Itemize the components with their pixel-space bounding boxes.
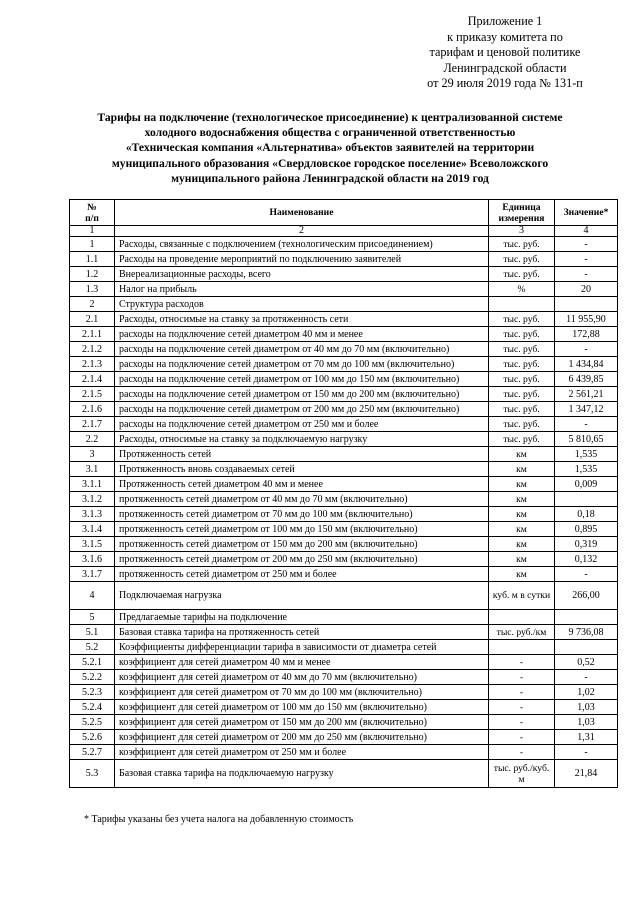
table-row: [70, 655, 618, 670]
appendix-block: [405, 14, 605, 92]
row-num-cell: 3.1.3: [70, 507, 115, 522]
tariff-table: [69, 199, 618, 788]
document-title: [60, 110, 600, 186]
row-num-cell: 1.2: [70, 267, 115, 282]
row-num-cell: 2.1.7: [70, 417, 115, 432]
row-num-cell: 2.1.5: [70, 387, 115, 402]
row-unit-cell: [489, 610, 555, 625]
row-name-cell: Внереализационные расходы, всего: [115, 267, 489, 282]
row-num-cell: 5.2: [70, 640, 115, 655]
row-unit-cell: -: [489, 670, 555, 685]
row-unit-cell: тыс. руб.: [489, 237, 555, 252]
row-name-cell: Коэффициенты дифференциации тарифа в зависимости от диаметра сетей: [115, 640, 489, 655]
table-row: [70, 625, 618, 640]
row-name-cell: расходы на подключение сетей диаметром от 100 мм до 150 мм (включительно): [115, 372, 489, 387]
row-unit-cell: куб. м в сутки: [489, 582, 555, 610]
header-num-line1: №: [87, 201, 97, 213]
row-value-cell: 0,132: [555, 552, 618, 567]
row-name-cell: Расходы, связанные с подключением (технологическим присоединением): [115, 237, 489, 252]
header-name: Наименование: [115, 200, 489, 226]
row-name-cell: Базовая ставка тарифа на подключаемую нагрузку: [115, 760, 489, 788]
table-row: [70, 237, 618, 252]
row-unit-cell: тыс. руб./км: [489, 625, 555, 640]
row-value-cell: 172,88: [555, 327, 618, 342]
appendix-line: тарифам и ценовой политике: [429, 45, 581, 59]
row-unit-cell: [489, 297, 555, 312]
table-row: [70, 477, 618, 492]
row-name-cell: Расходы, относимые на ставку за подключаемую нагрузку: [115, 432, 489, 447]
row-name-cell: коэффициент для сетей диаметром от 40 мм до 70 мм (включительно): [115, 670, 489, 685]
table-row: [70, 552, 618, 567]
row-name-cell: Протяженность сетей: [115, 447, 489, 462]
row-value-cell: 11 955,90: [555, 312, 618, 327]
row-unit-cell: тыс. руб.: [489, 342, 555, 357]
row-num-cell: 3.1.7: [70, 567, 115, 582]
appendix-line: от 29 июля 2019 года № 131-п: [427, 76, 583, 90]
row-num-cell: 3.1.5: [70, 537, 115, 552]
row-unit-cell: тыс. руб./куб. м: [489, 760, 555, 788]
row-value-cell: 1,535: [555, 447, 618, 462]
table-header-row: [70, 200, 618, 226]
row-unit-cell: тыс. руб.: [489, 417, 555, 432]
row-name-cell: Базовая ставка тарифа на протяженность сетей: [115, 625, 489, 640]
row-value-cell: 2 561,21: [555, 387, 618, 402]
row-value-cell: 1,03: [555, 700, 618, 715]
row-unit-cell: тыс. руб.: [489, 327, 555, 342]
table-row: [70, 670, 618, 685]
row-name-cell: протяженность сетей диаметром от 150 мм до 200 мм (включительно): [115, 537, 489, 552]
appendix-line: Ленинградской области: [443, 60, 567, 75]
row-value-cell: 1,03: [555, 715, 618, 730]
row-unit-cell: км: [489, 447, 555, 462]
row-value-cell: [555, 297, 618, 312]
row-num-cell: 2.2: [70, 432, 115, 447]
row-value-cell: 0,319: [555, 537, 618, 552]
title-line: Тарифы на подключение (технологическое присоединение) к централизованной системе: [97, 111, 563, 124]
row-num-cell: 5.2.1: [70, 655, 115, 670]
row-value-cell: -: [555, 670, 618, 685]
row-value-cell: 1,31: [555, 730, 618, 745]
row-value-cell: 0,895: [555, 522, 618, 537]
header-num: [70, 200, 115, 226]
row-value-cell: 20: [555, 282, 618, 297]
row-name-cell: коэффициент для сетей диаметром от 250 мм и более: [115, 745, 489, 760]
row-unit-cell: %: [489, 282, 555, 297]
row-value-cell: 1 434,84: [555, 357, 618, 372]
row-name-cell: коэффициент для сетей диаметром от 200 мм до 250 мм (включительно): [115, 730, 489, 745]
row-num-cell: 1.3: [70, 282, 115, 297]
row-unit-cell: тыс. руб.: [489, 372, 555, 387]
appendix-line: Приложение 1: [467, 14, 543, 28]
row-num-cell: 5: [70, 610, 115, 625]
row-unit-cell: -: [489, 700, 555, 715]
row-name-cell: расходы на подключение сетей диаметром от 40 мм до 70 мм (включительно): [115, 342, 489, 357]
row-num-cell: 3.1: [70, 462, 115, 477]
row-num-cell: 5.2.6: [70, 730, 115, 745]
row-name-cell: расходы на подключение сетей диаметром от 200 мм до 250 мм (включительно): [115, 402, 489, 417]
row-name-cell: Расходы, относимые на ставку за протяженность сети: [115, 312, 489, 327]
row-unit-cell: тыс. руб.: [489, 387, 555, 402]
row-value-cell: -: [555, 342, 618, 357]
row-value-cell: [555, 492, 618, 507]
row-name-cell: коэффициент для сетей диаметром от 100 мм до 150 мм (включительно): [115, 700, 489, 715]
row-num-cell: 3: [70, 447, 115, 462]
row-name-cell: Расходы на проведение мероприятий по подключению заявителей: [115, 252, 489, 267]
row-num-cell: 1.1: [70, 252, 115, 267]
row-num-cell: 1: [70, 237, 115, 252]
row-value-cell: 1,02: [555, 685, 618, 700]
row-name-cell: Структура расходов: [115, 297, 489, 312]
row-name-cell: Предлагаемые тарифы на подключение: [115, 610, 489, 625]
row-unit-cell: тыс. руб.: [489, 312, 555, 327]
header-unit-line1: Единица: [502, 201, 541, 213]
row-unit-cell: км: [489, 507, 555, 522]
row-num-cell: 4: [70, 582, 115, 610]
row-unit-cell: [489, 640, 555, 655]
table-row: [70, 387, 618, 402]
table-row: [70, 372, 618, 387]
row-name-cell: Протяженность вновь создаваемых сетей: [115, 462, 489, 477]
row-unit-cell: тыс. руб.: [489, 252, 555, 267]
table-row: [70, 567, 618, 582]
table-row: [70, 312, 618, 327]
table-row: [70, 327, 618, 342]
row-name-cell: коэффициент для сетей диаметром от 70 мм до 100 мм (включительно): [115, 685, 489, 700]
row-value-cell: -: [555, 267, 618, 282]
table-row: [70, 610, 618, 625]
row-unit-cell: тыс. руб.: [489, 267, 555, 282]
row-value-cell: -: [555, 417, 618, 432]
row-num-cell: 2.1.4: [70, 372, 115, 387]
row-num-cell: 5.2.5: [70, 715, 115, 730]
row-value-cell: 0,52: [555, 655, 618, 670]
table-row: [70, 760, 618, 788]
row-unit-cell: км: [489, 552, 555, 567]
row-num-cell: 2.1: [70, 312, 115, 327]
row-name-cell: коэффициент для сетей диаметром от 150 мм до 200 мм (включительно): [115, 715, 489, 730]
row-unit-cell: км: [489, 477, 555, 492]
row-name-cell: протяженность сетей диаметром от 40 мм до 70 мм (включительно): [115, 492, 489, 507]
row-name-cell: коэффициент для сетей диаметром 40 мм и менее: [115, 655, 489, 670]
row-num-cell: 2.1.3: [70, 357, 115, 372]
table-row: [70, 745, 618, 760]
row-name-cell: Налог на прибыль: [115, 282, 489, 297]
row-value-cell: 0,009: [555, 477, 618, 492]
table-row: [70, 730, 618, 745]
row-num-cell: 2.1.2: [70, 342, 115, 357]
row-unit-cell: -: [489, 715, 555, 730]
header-value: Значение*: [555, 200, 618, 226]
table-row: [70, 447, 618, 462]
row-num-cell: 2: [70, 297, 115, 312]
index-cell: 2: [115, 226, 489, 237]
table-row: [70, 537, 618, 552]
row-num-cell: 3.1.6: [70, 552, 115, 567]
row-name-cell: расходы на подключение сетей диаметром от 70 мм до 100 мм (включительно): [115, 357, 489, 372]
index-cell: 4: [555, 226, 618, 237]
row-value-cell: 1 347,12: [555, 402, 618, 417]
table-row: [70, 700, 618, 715]
row-unit-cell: -: [489, 655, 555, 670]
row-num-cell: 2.1.6: [70, 402, 115, 417]
title-line: муниципального района Ленинградской области на 2019 год: [171, 171, 489, 185]
header-num-line2: п/п: [85, 212, 99, 224]
table-row: [70, 252, 618, 267]
row-unit-cell: тыс. руб.: [489, 357, 555, 372]
row-unit-cell: км: [489, 462, 555, 477]
table-row: [70, 685, 618, 700]
row-num-cell: 3.1.2: [70, 492, 115, 507]
table-row: [70, 357, 618, 372]
row-num-cell: 3.1.4: [70, 522, 115, 537]
title-line: «Техническая компания «Альтернатива» объектов заявителей на территории: [125, 141, 535, 155]
table-row: [70, 522, 618, 537]
title-line: холодного водоснабжения общества с ограниченной ответственностью: [144, 126, 516, 140]
row-num-cell: 5.2.7: [70, 745, 115, 760]
row-value-cell: 0,18: [555, 507, 618, 522]
row-num-cell: 5.1: [70, 625, 115, 640]
row-unit-cell: -: [489, 745, 555, 760]
row-unit-cell: км: [489, 492, 555, 507]
title-line: муниципального образования «Свердловское городское поселение» Всеволожского: [111, 156, 549, 170]
table-row: [70, 582, 618, 610]
row-value-cell: 266,00: [555, 582, 618, 610]
row-unit-cell: тыс. руб.: [489, 432, 555, 447]
row-value-cell: [555, 640, 618, 655]
row-name-cell: Подключаемая нагрузка: [115, 582, 489, 610]
table-row: [70, 492, 618, 507]
row-value-cell: -: [555, 252, 618, 267]
row-unit-cell: км: [489, 567, 555, 582]
row-value-cell: -: [555, 745, 618, 760]
table-row: [70, 507, 618, 522]
row-num-cell: 2.1.1: [70, 327, 115, 342]
row-unit-cell: -: [489, 685, 555, 700]
row-name-cell: расходы на подключение сетей диаметром от 250 мм и более: [115, 417, 489, 432]
header-unit-line2: измерения: [498, 212, 545, 224]
row-unit-cell: км: [489, 537, 555, 552]
row-name-cell: расходы на подключение сетей диаметром 40 мм и менее: [115, 327, 489, 342]
footnote: * Тарифы указаны без учета налога на добавленную стоимость: [84, 814, 354, 825]
row-name-cell: протяженность сетей диаметром от 250 мм и более: [115, 567, 489, 582]
row-name-cell: протяженность сетей диаметром от 200 мм до 250 мм (включительно): [115, 552, 489, 567]
row-value-cell: 21,84: [555, 760, 618, 788]
table-index-row: [70, 226, 618, 237]
table-row: [70, 462, 618, 477]
header-unit: [489, 200, 555, 226]
row-num-cell: 5.2.2: [70, 670, 115, 685]
row-value-cell: 1,535: [555, 462, 618, 477]
row-num-cell: 3.1.1: [70, 477, 115, 492]
row-value-cell: 5 810,65: [555, 432, 618, 447]
table-body: [70, 237, 618, 788]
row-name-cell: протяженность сетей диаметром от 70 мм до 100 мм (включительно): [115, 507, 489, 522]
row-value-cell: 6 439,85: [555, 372, 618, 387]
row-value-cell: -: [555, 567, 618, 582]
table-row: [70, 402, 618, 417]
row-value-cell: 9 736,08: [555, 625, 618, 640]
table-row: [70, 432, 618, 447]
row-name-cell: Протяженность сетей диаметром 40 мм и менее: [115, 477, 489, 492]
table-row: [70, 417, 618, 432]
table-row: [70, 715, 618, 730]
index-cell: 1: [70, 226, 115, 237]
row-num-cell: 5.2.3: [70, 685, 115, 700]
row-value-cell: -: [555, 237, 618, 252]
row-unit-cell: км: [489, 522, 555, 537]
row-unit-cell: -: [489, 730, 555, 745]
table-row: [70, 297, 618, 312]
table-row: [70, 282, 618, 297]
row-unit-cell: тыс. руб.: [489, 402, 555, 417]
table-row: [70, 342, 618, 357]
table-row: [70, 640, 618, 655]
appendix-line: к приказу комитета по: [447, 29, 563, 44]
row-name-cell: расходы на подключение сетей диаметром от 150 мм до 200 мм (включительно): [115, 387, 489, 402]
index-cell: 3: [489, 226, 555, 237]
row-name-cell: протяженность сетей диаметром от 100 мм до 150 мм (включительно): [115, 522, 489, 537]
row-num-cell: 5.3: [70, 760, 115, 788]
row-num-cell: 5.2.4: [70, 700, 115, 715]
table-row: [70, 267, 618, 282]
row-value-cell: [555, 610, 618, 625]
